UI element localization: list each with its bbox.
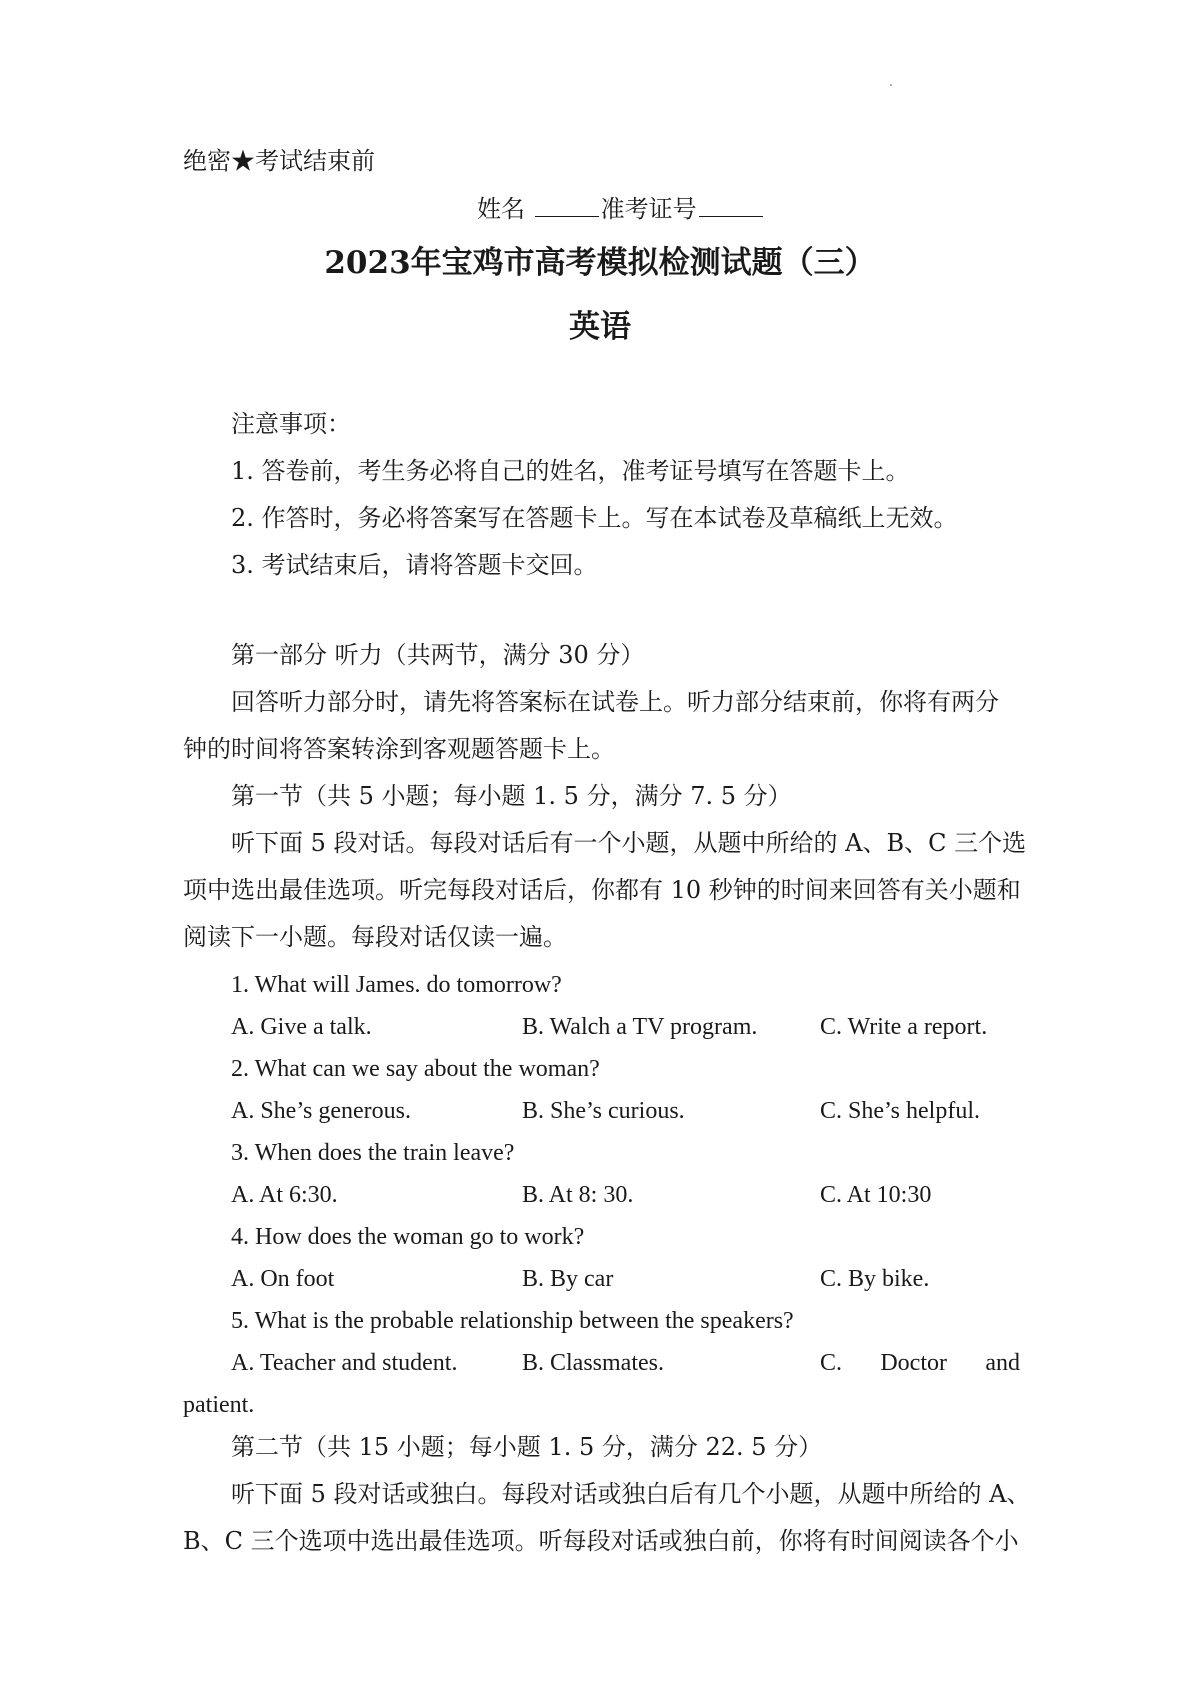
option-c: C. By bike.: [820, 1266, 930, 1292]
scan-speck: [890, 84, 892, 86]
option-c-word: and: [985, 1350, 1020, 1376]
options-row-1: [0, 1012, 1200, 1042]
section2-heading: 第二节（共 15 小题；每小题 1. 5 分，满分 22. 5 分）: [231, 1433, 823, 1461]
note-item: 3. 考试结束后，请将答题卡交回。: [231, 551, 598, 579]
option-b: B. At 8: 30.: [522, 1182, 634, 1208]
section1-instructions-cont: 阅读下一小题。每段对话仅读一遍。: [183, 923, 567, 951]
star-icon: ★: [231, 147, 255, 175]
part1-intro: 回答听力部分时，请先将答案标在试卷上。听力部分结束前，你将有两分: [231, 688, 999, 716]
question-4: 4. How does the woman go to work?: [231, 1224, 585, 1250]
notes-heading: 注意事项：: [231, 410, 351, 438]
candidate-info: [477, 194, 765, 224]
option-a: A. On foot: [231, 1266, 335, 1292]
option-c: C. She’s helpful.: [820, 1098, 980, 1124]
options-row-2: [0, 1096, 1200, 1126]
secret-prefix: 绝密: [183, 147, 231, 175]
question-5: 5. What is the probable relationship between the speakers?: [231, 1308, 794, 1334]
option-b: B. Classmates.: [522, 1350, 664, 1376]
exam-title: 2023年宝鸡市高考模拟检测试题（三）: [324, 245, 876, 281]
secret-suffix: 考试结束前: [255, 147, 375, 175]
section2-instructions: 听下面 5 段对话或独白。每段对话或独白后有几个小题，从题中所给的 A、: [231, 1480, 1031, 1508]
option-c: C. At 10:30: [820, 1182, 932, 1208]
question-1: 1. What will James. do tomorrow?: [231, 972, 562, 998]
option-b: B. Walch a TV program.: [522, 1014, 758, 1040]
option-a: A. At 6:30.: [231, 1182, 338, 1208]
part1-heading: 第一部分 听力（共两节，满分 30 分）: [231, 641, 645, 669]
options-row-5: [0, 1348, 1200, 1378]
option-a: A. She’s generous.: [231, 1098, 411, 1124]
option-a: A. Teacher and student.: [231, 1350, 458, 1376]
id-label: 准考证号: [600, 195, 697, 223]
section1-instructions-cont: 项中选出最佳选项。听完每段对话后，你都有 10 秒钟的时间来回答有关小题和: [183, 876, 1021, 904]
part1-intro-cont: 钟的时间将答案转涂到客观题答题卡上。: [183, 735, 615, 763]
note-item: 1. 答卷前，考生务必将自己的姓名，准考证号填写在答题卡上。: [231, 457, 910, 485]
name-blank: [535, 196, 599, 217]
confidential-label: [183, 146, 375, 176]
option-b: B. She’s curious.: [522, 1098, 685, 1124]
option-c-letter: C.: [820, 1350, 843, 1376]
note-item: 2. 作答时，务必将答案写在答题卡上。写在本试卷及草稿纸上无效。: [231, 504, 958, 532]
options-row-4: [0, 1264, 1200, 1294]
options-row-3: [0, 1180, 1200, 1210]
section2-instructions-cont: B、C 三个选项中选出最佳选项。听每段对话或独白前，你将有时间阅读各个小: [183, 1527, 1019, 1555]
option-c: C. Write a report.: [820, 1014, 988, 1040]
name-label: 姓名: [477, 195, 525, 223]
id-blank: [699, 196, 763, 217]
question-3: 3. When does the train leave?: [231, 1140, 515, 1166]
option-c-word: Doctor: [880, 1350, 947, 1376]
question-2: 2. What can we say about the woman?: [231, 1056, 600, 1082]
subject-title: 英语: [569, 309, 631, 345]
option-c-continuation: patient.: [183, 1392, 255, 1418]
option-c: [820, 1348, 1020, 1378]
section1-heading: 第一节（共 5 小题；每小题 1. 5 分，满分 7. 5 分）: [231, 782, 792, 810]
option-a: A. Give a talk.: [231, 1014, 372, 1040]
option-b: B. By car: [522, 1266, 614, 1292]
section1-instructions: 听下面 5 段对话。每段对话后有一个小题，从题中所给的 A、B、C 三个选: [231, 829, 1027, 857]
